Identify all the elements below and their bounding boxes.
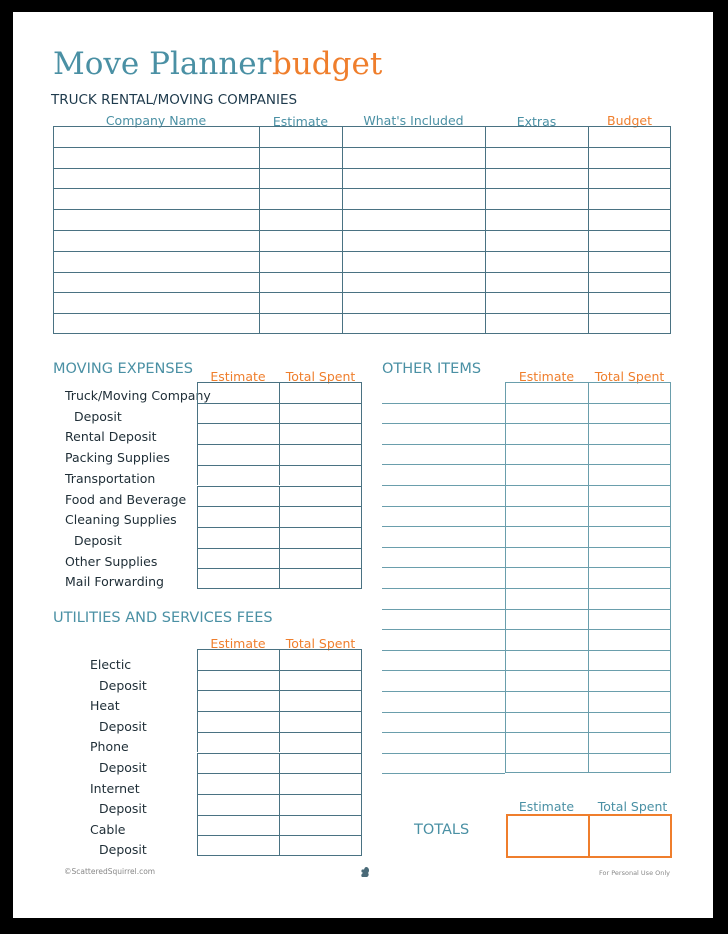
table-cell[interactable] <box>279 486 362 507</box>
table-cell[interactable] <box>588 670 671 691</box>
table-cell[interactable] <box>588 588 671 609</box>
table-cell[interactable] <box>53 292 259 313</box>
table-cell[interactable] <box>505 444 588 465</box>
table-cell[interactable] <box>53 313 259 334</box>
table-cell[interactable] <box>53 272 259 293</box>
table-cell[interactable] <box>53 168 259 189</box>
table-cell[interactable] <box>279 568 362 589</box>
table-cell[interactable] <box>53 209 259 230</box>
table-cell[interactable] <box>588 292 671 313</box>
table-cell[interactable] <box>588 691 671 712</box>
table-cell[interactable] <box>342 292 485 313</box>
other-items-table[interactable] <box>505 382 671 773</box>
table-cell[interactable] <box>588 209 671 230</box>
table-cell[interactable] <box>197 794 279 815</box>
table-cell[interactable] <box>342 188 485 209</box>
table-cell[interactable] <box>279 403 362 424</box>
table-cell[interactable] <box>505 485 588 506</box>
totals-divider <box>588 816 590 856</box>
totals-label: TOTALS <box>414 822 470 838</box>
totals-col-spent: Total Spent <box>597 799 668 814</box>
table-cell[interactable] <box>259 292 342 313</box>
truck-col-budget: Budget <box>607 113 652 128</box>
totals-box[interactable] <box>506 814 672 858</box>
table-cell[interactable] <box>342 313 485 334</box>
table-cell[interactable] <box>259 272 342 293</box>
utilities-section-heading: UTILITIES AND SERVICES FEES <box>53 610 273 626</box>
table-cell[interactable] <box>197 486 279 507</box>
moving-row-label: Cleaning Supplies <box>65 512 177 528</box>
utilities-row-label: Internet <box>90 780 140 796</box>
table-cell[interactable] <box>588 230 671 251</box>
other-item-line[interactable] <box>382 670 505 671</box>
truck-col-company: Company Name <box>105 113 207 128</box>
truck-col-extras: Extras <box>516 114 557 129</box>
table-cell[interactable] <box>485 313 588 334</box>
table-cell[interactable] <box>588 567 671 588</box>
moving-row-label: Deposit <box>74 408 122 424</box>
other-item-line[interactable] <box>382 609 505 610</box>
table-cell[interactable] <box>197 835 279 856</box>
other-item-line[interactable] <box>382 629 505 630</box>
table-cell[interactable] <box>279 444 362 465</box>
utilities-row-label: Deposit <box>99 718 147 734</box>
title-move-planner: Move Planner <box>53 46 272 82</box>
moving-row-label: Mail Forwarding <box>65 574 164 590</box>
table-cell[interactable] <box>197 815 279 836</box>
table-cell[interactable] <box>505 567 588 588</box>
table-cell[interactable] <box>485 126 588 147</box>
table-cell[interactable] <box>588 272 671 293</box>
table-cell[interactable] <box>53 251 259 272</box>
other-item-line[interactable] <box>382 423 505 424</box>
table-cell[interactable] <box>279 527 362 548</box>
table-cell[interactable] <box>485 251 588 272</box>
utilities-row-label: Deposit <box>99 760 147 775</box>
table-cell[interactable] <box>197 753 279 774</box>
moving-row-label: Other Supplies <box>65 553 158 569</box>
table-cell[interactable] <box>279 423 362 444</box>
table-cell[interactable] <box>279 773 362 794</box>
table-cell[interactable] <box>279 690 362 711</box>
other-item-line[interactable] <box>382 444 505 445</box>
utilities-row-label: Electic <box>90 657 132 672</box>
table-cell[interactable] <box>279 670 362 691</box>
other-col-spent: Total Spent <box>594 369 665 384</box>
other-item-line[interactable] <box>382 567 505 568</box>
other-item-line[interactable] <box>382 506 505 507</box>
table-cell[interactable] <box>279 506 362 527</box>
moving-row-label: Food and Beverage <box>65 491 187 507</box>
table-cell[interactable] <box>588 629 671 650</box>
table-cell[interactable] <box>505 753 588 774</box>
table-cell[interactable] <box>197 506 279 527</box>
table-cell[interactable] <box>279 815 362 836</box>
table-cell[interactable] <box>197 444 279 465</box>
moving-row-label: Transportation <box>65 470 156 486</box>
table-cell[interactable] <box>588 126 671 147</box>
table-cell[interactable] <box>588 313 671 334</box>
other-item-line[interactable] <box>382 691 505 692</box>
table-cell[interactable] <box>505 506 588 527</box>
table-cell[interactable] <box>279 382 362 403</box>
table-cell[interactable] <box>342 209 485 230</box>
table-cell[interactable] <box>279 794 362 815</box>
table-cell[interactable] <box>259 147 342 168</box>
table-cell[interactable] <box>588 403 671 424</box>
table-cell[interactable] <box>279 753 362 774</box>
table-cell[interactable] <box>505 382 588 403</box>
utilities-row-label: Deposit <box>99 842 147 858</box>
table-cell[interactable] <box>588 382 671 403</box>
table-cell[interactable] <box>53 188 259 209</box>
other-item-line[interactable] <box>382 753 505 754</box>
other-item-line[interactable] <box>382 464 505 465</box>
footer-personal-use: For Personal Use Only <box>599 869 671 877</box>
table-cell[interactable] <box>505 403 588 424</box>
table-cell[interactable] <box>279 465 362 486</box>
table-cell[interactable] <box>259 251 342 272</box>
table-cell[interactable] <box>197 711 279 732</box>
table-cell[interactable] <box>342 168 485 189</box>
table-cell[interactable] <box>342 272 485 293</box>
table-cell[interactable] <box>259 126 342 147</box>
table-cell[interactable] <box>279 711 362 732</box>
table-cell[interactable] <box>53 230 259 251</box>
utilities-table[interactable] <box>197 649 362 856</box>
table-cell[interactable] <box>505 547 588 568</box>
table-cell[interactable] <box>197 548 279 569</box>
other-item-line[interactable] <box>382 526 505 527</box>
table-cell[interactable] <box>588 732 671 753</box>
table-cell[interactable] <box>505 609 588 630</box>
table-cell[interactable] <box>259 168 342 189</box>
table-cell[interactable] <box>197 568 279 589</box>
table-cell[interactable] <box>279 732 362 753</box>
table-cell[interactable] <box>505 464 588 485</box>
table-cell[interactable] <box>588 753 671 774</box>
table-cell[interactable] <box>588 147 671 168</box>
table-cell[interactable] <box>197 382 279 403</box>
footer-copyright: ©ScatteredSquirrel.com <box>64 867 156 876</box>
table-cell[interactable] <box>197 423 279 444</box>
table-cell[interactable] <box>485 230 588 251</box>
table-cell[interactable] <box>588 650 671 671</box>
table-cell[interactable] <box>505 423 588 444</box>
moving-row-label: Rental Deposit <box>65 429 157 445</box>
table-cell[interactable] <box>505 691 588 712</box>
table-cell[interactable] <box>342 251 485 272</box>
table-cell[interactable] <box>588 712 671 733</box>
squirrel-icon <box>357 864 371 878</box>
table-cell[interactable] <box>53 147 259 168</box>
title-budget: budget <box>272 46 383 82</box>
moving-expenses-table[interactable] <box>197 382 362 589</box>
table-cell[interactable] <box>588 251 671 272</box>
table-cell[interactable] <box>279 548 362 569</box>
other-item-line[interactable] <box>382 485 505 486</box>
table-cell[interactable] <box>485 188 588 209</box>
table-cell[interactable] <box>197 465 279 486</box>
table-cell[interactable] <box>505 670 588 691</box>
utilities-row-label: Cable <box>90 821 126 837</box>
moving-col-estimate: Estimate <box>210 369 266 384</box>
truck-col-estimate: Estimate <box>272 114 329 129</box>
table-cell[interactable] <box>588 506 671 527</box>
table-cell[interactable] <box>197 773 279 794</box>
table-cell[interactable] <box>342 147 485 168</box>
table-cell[interactable] <box>505 650 588 671</box>
table-cell[interactable] <box>342 126 485 147</box>
table-cell[interactable] <box>505 629 588 650</box>
moving-section-heading: MOVING EXPENSES <box>53 361 193 377</box>
moving-col-spent: Total Spent <box>285 369 356 384</box>
other-section-heading: OTHER ITEMS <box>382 361 482 377</box>
truck-col-included: What's Included <box>363 113 464 128</box>
table-cell[interactable] <box>485 272 588 293</box>
other-item-line[interactable] <box>382 547 505 548</box>
utilities-col-estimate: Estimate <box>210 636 266 651</box>
table-cell[interactable] <box>485 168 588 189</box>
table-cell[interactable] <box>505 732 588 753</box>
moving-row-label: Truck/Moving Company <box>65 388 211 403</box>
table-cell[interactable] <box>53 126 259 147</box>
table-cell[interactable] <box>588 609 671 630</box>
moving-row-label: Packing Supplies <box>65 450 170 466</box>
table-cell[interactable] <box>588 547 671 568</box>
utilities-row-label: Heat <box>90 698 120 714</box>
utilities-col-spent: Total Spent <box>285 636 356 651</box>
table-cell[interactable] <box>279 835 362 856</box>
table-cell[interactable] <box>588 485 671 506</box>
table-cell[interactable] <box>342 230 485 251</box>
table-cell[interactable] <box>259 230 342 251</box>
other-item-line[interactable] <box>382 588 505 589</box>
table-cell[interactable] <box>197 527 279 548</box>
other-item-line[interactable] <box>382 773 505 774</box>
table-cell[interactable] <box>588 464 671 485</box>
other-item-line[interactable] <box>382 732 505 733</box>
table-cell[interactable] <box>259 188 342 209</box>
table-cell[interactable] <box>197 670 279 691</box>
utilities-row-label: Phone <box>90 739 129 755</box>
utilities-row-label: Deposit <box>99 801 147 817</box>
table-cell[interactable] <box>588 188 671 209</box>
table-cell[interactable] <box>259 313 342 334</box>
other-item-line[interactable] <box>382 712 505 713</box>
table-cell[interactable] <box>485 147 588 168</box>
table-cell[interactable] <box>279 649 362 670</box>
truck-section-heading: TRUCK RENTAL/MOVING COMPANIES <box>51 92 298 108</box>
table-cell[interactable] <box>505 588 588 609</box>
table-cell[interactable] <box>588 423 671 444</box>
utilities-row-label: Deposit <box>99 677 147 693</box>
other-col-estimate: Estimate <box>518 369 575 384</box>
totals-col-estimate: Estimate <box>518 799 575 814</box>
other-item-line[interactable] <box>382 650 505 651</box>
table-cell[interactable] <box>588 168 671 189</box>
table-cell[interactable] <box>485 292 588 313</box>
table-cell[interactable] <box>197 690 279 711</box>
table-cell[interactable] <box>197 649 279 670</box>
table-cell[interactable] <box>259 209 342 230</box>
table-cell[interactable] <box>485 209 588 230</box>
truck-rental-table[interactable] <box>53 126 671 334</box>
moving-row-label: Deposit <box>74 532 122 548</box>
table-cell[interactable] <box>197 403 279 424</box>
table-cell[interactable] <box>505 526 588 547</box>
table-cell[interactable] <box>588 444 671 465</box>
planner-sheet <box>13 12 713 918</box>
table-cell[interactable] <box>505 712 588 733</box>
other-item-line[interactable] <box>382 403 505 404</box>
table-cell[interactable] <box>588 526 671 547</box>
table-cell[interactable] <box>197 732 279 753</box>
